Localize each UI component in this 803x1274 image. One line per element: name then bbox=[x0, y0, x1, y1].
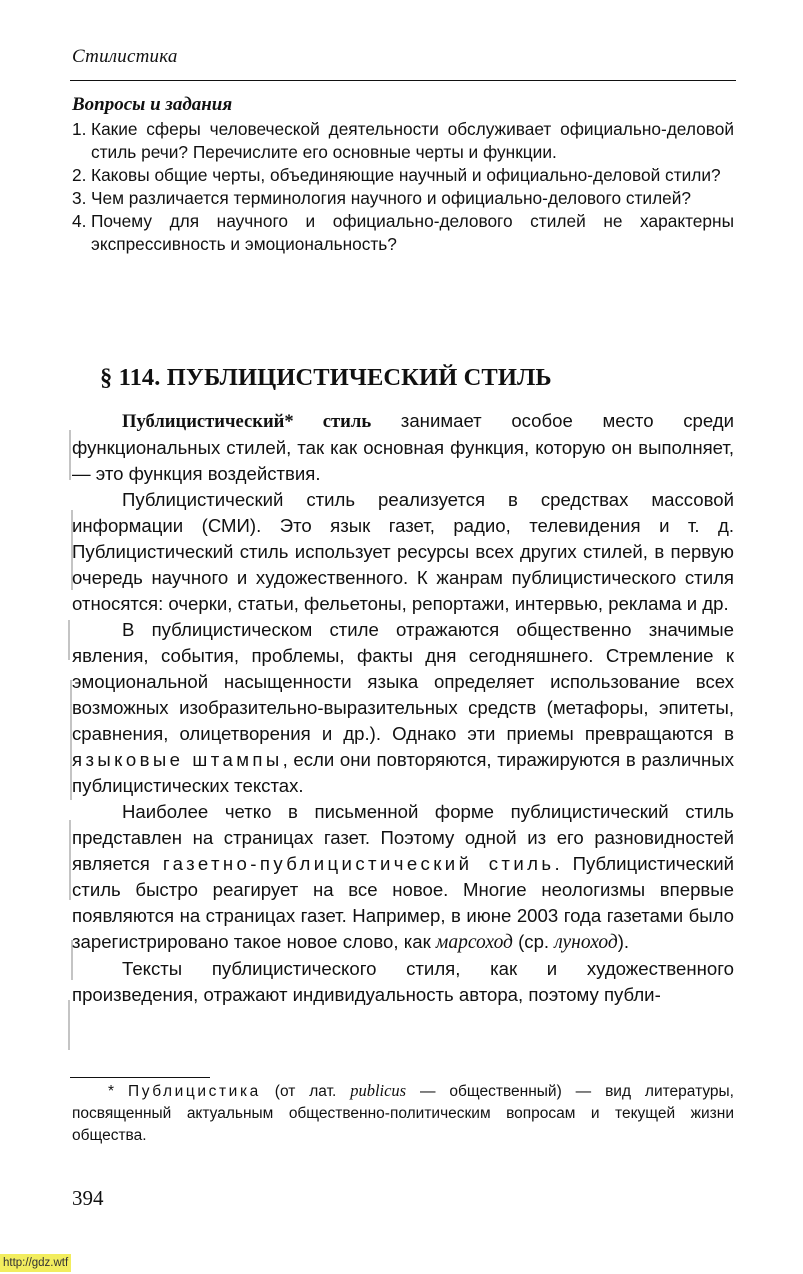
spaced-term: газетно-публицистический стиль bbox=[162, 853, 555, 874]
question-text: Почему для научного и официально-делового стилей не характерны экспрессивность и эмоциональность? bbox=[91, 211, 734, 254]
question-item bbox=[72, 210, 734, 256]
italic-word: луноход bbox=[554, 932, 618, 953]
footnote-text: (от лат. bbox=[260, 1083, 351, 1100]
latin-word: publicus bbox=[350, 1081, 407, 1100]
page-number: 394 bbox=[72, 1186, 104, 1210]
paragraph bbox=[72, 617, 734, 799]
spaced-term: языковые штампы bbox=[72, 749, 283, 770]
questions-title: Вопросы и задания bbox=[72, 94, 233, 115]
header-rule bbox=[70, 80, 736, 81]
paragraph bbox=[72, 799, 734, 956]
question-number: 2. bbox=[72, 165, 87, 185]
paragraph: Тексты публицистического стиля, как и художественного произведения, отражают индивидуальность автора, поэтому публи- bbox=[72, 958, 734, 1005]
question-text: Чем различается терминология научного и официально-делового стилей? bbox=[91, 188, 692, 208]
question-text: Какие сферы человеческой деятельности обслуживает официально-деловой стиль речи? Перечислите его основные черты и функции. bbox=[91, 119, 734, 162]
paragraph-text: ). bbox=[617, 931, 630, 952]
footnote-rule bbox=[70, 1077, 210, 1078]
paragraph-text: В публицистическом стиле отражаются общественно значимые явления, события, проблемы, факты дня сегодняшнего. Стремление к эмоциональной насыщенности языка определяет использование всех возможных изобразительно-выразительных средств (метафоры, эпитеты, сравнения, олицетворения и др.). Однако эти приемы превращаются в bbox=[72, 619, 734, 744]
running-head: Стилистика bbox=[72, 46, 178, 67]
section-body bbox=[72, 408, 734, 1008]
paragraph-text: , если они повторяются, тиражируются в различных публицистических текстах. bbox=[72, 749, 734, 796]
paragraph-text: занимает особое место среди функциональных стилей, так как основная функция, которую он выполняет, — это функция воздействия. bbox=[72, 410, 735, 484]
footnote-mark: * bbox=[108, 1083, 128, 1100]
defined-term: Публицистический* стиль bbox=[122, 411, 372, 432]
question-number: 1. bbox=[72, 119, 87, 139]
footnote-term: Публицистика bbox=[127, 1083, 261, 1100]
question-text: Каковы общие черты, объединяющие научный и официально-деловой стили? bbox=[91, 165, 721, 185]
question-number: 4. bbox=[72, 211, 87, 231]
paragraph-text: (ср. bbox=[512, 931, 555, 952]
footnote-text: — общественный) — вид литературы, посвященный актуальным общественно-политическим вопросам и текущей жизни общества. bbox=[72, 1083, 734, 1144]
question-item bbox=[72, 118, 734, 164]
section-heading: § 114. ПУБЛИЦИСТИЧЕСКИЙ СТИЛЬ bbox=[100, 364, 552, 391]
question-item bbox=[72, 187, 734, 210]
paragraph: Публицистический стиль реализуется в средствах массовой информации (СМИ). Это язык газет, радио, телевидения и т. д. Публицистический стиль использует ресурсы всех других стилей, в первую очередь научного и художественного. К жанрам публицистического стиля относятся: очерки, статьи, фельетоны, репортажи, интервью, реклама и др. bbox=[72, 489, 734, 614]
paragraph-text: Наиболее четко в письменной форме публицистический стиль представлен на страницах газет. Поэтому одной из его разновидностей является bbox=[72, 801, 734, 874]
paragraph bbox=[72, 408, 734, 487]
italic-word: марсоход bbox=[435, 932, 513, 953]
questions-list bbox=[72, 118, 734, 256]
question-item bbox=[72, 164, 734, 187]
footnote bbox=[72, 1080, 734, 1147]
watermark-link[interactable]: http://gdz.wtf bbox=[0, 1254, 71, 1272]
paragraph-text: . Публицистический стиль быстро реагирует на все новое. Многие неологизмы впервые появляются на страницах газет. Например, в июне 2003 года газетами было зарегистрировано такое новое слово, как bbox=[72, 853, 735, 952]
question-number: 3. bbox=[72, 188, 87, 208]
